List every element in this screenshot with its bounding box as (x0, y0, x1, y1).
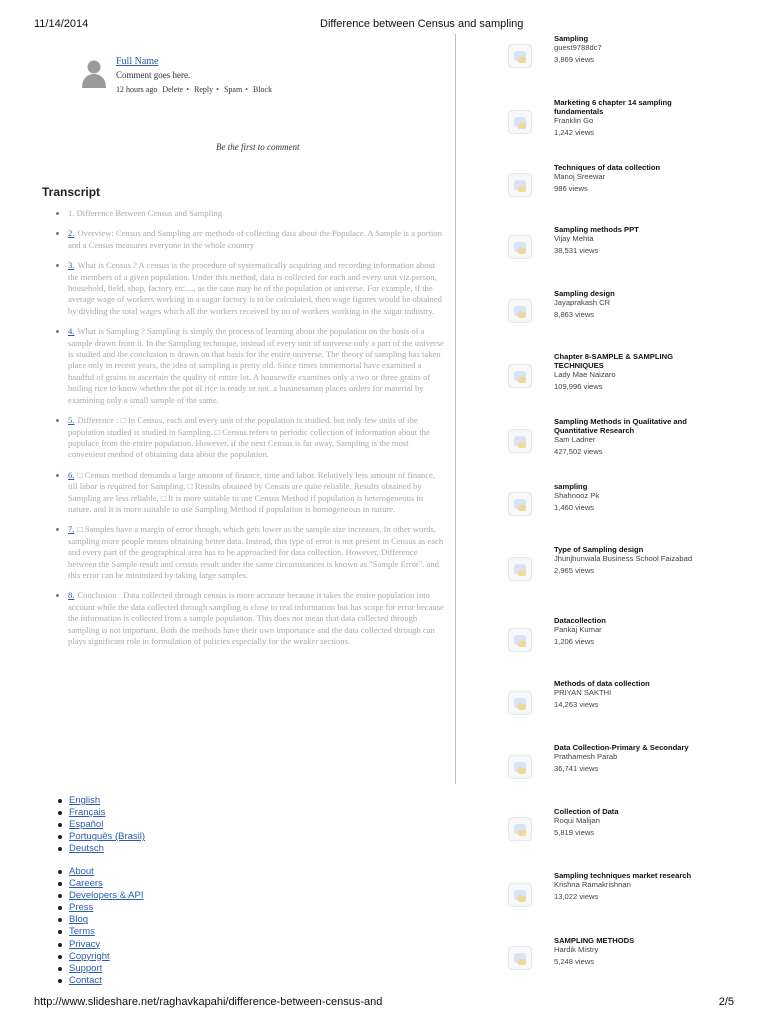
transcript-item (54, 208, 446, 219)
be-first-to-comment: Be the first to comment (216, 142, 300, 152)
presentation-thumbnail-icon[interactable] (508, 44, 532, 68)
footer-item (58, 890, 143, 902)
language-link-english[interactable]: English (69, 795, 101, 806)
related-author: Hardik Mistry (554, 945, 599, 954)
related-title[interactable]: Marketing 6 chapter 14 sampling fundamentals (554, 98, 672, 116)
presentation-thumbnail-icon[interactable] (508, 299, 532, 323)
language-link-portugues[interactable]: Português (Brasil) (69, 831, 146, 843)
related-author: Krishna Ramakrishnan (554, 880, 631, 889)
related-title[interactable]: sampling (554, 482, 588, 491)
language-item (58, 831, 145, 843)
related-title[interactable]: Data Collection-Primary & Secondary (554, 743, 689, 752)
comment-body: Comment goes here. (116, 70, 191, 80)
language-item (58, 795, 145, 807)
footer-link-blog[interactable]: Blog (69, 914, 89, 926)
related-author: Jayaprakash CR (554, 298, 611, 307)
transcript-item (54, 326, 446, 406)
presentation-thumbnail-icon[interactable] (508, 110, 532, 134)
transcript-item (54, 415, 446, 461)
footer-link-privacy[interactable]: Privacy (69, 938, 101, 950)
transcript-item-text: What is Census ? A census is the procedure of systematically acquiring and recording information about the members of a given population. Under this method, data is collected for each and every unit viz.person, household, field, shop, factory etc...., as the case may be of the population or universe. For example, if the average wage of workers working in a sugar factory is to be calculated, then wage figures would be obtained by dividing the total wages which all the workers received by no of workers working in the sugar industry. (68, 260, 442, 316)
related-title[interactable]: Collection of Data (554, 807, 619, 816)
print-document-title: Difference between Census and sampling (320, 18, 524, 30)
transcript-heading: Transcript (42, 185, 101, 199)
related-views: 3,869 views (554, 54, 595, 64)
related-author: Shahnooz Pk (554, 491, 600, 500)
related-author: Sam Ladner (554, 435, 596, 444)
related-views: 1,460 views (554, 502, 595, 512)
transcript-slide-link[interactable]: 5. (68, 415, 75, 426)
related-views: 38,531 views (554, 245, 599, 255)
presentation-thumbnail-icon[interactable] (508, 946, 532, 970)
transcript-item (54, 470, 446, 516)
related-views: 14,263 views (554, 699, 599, 709)
related-views: 5,819 views (554, 827, 595, 837)
footer-item (58, 914, 143, 926)
footer-link-copyright[interactable]: Copyright (69, 950, 110, 962)
presentation-thumbnail-icon[interactable] (508, 235, 532, 259)
footer-link-careers[interactable]: Careers (69, 878, 103, 890)
related-author: Manoj Sreewar (554, 172, 606, 181)
presentation-thumbnail-icon[interactable] (508, 429, 532, 453)
footer-link-terms[interactable]: Terms (69, 926, 95, 938)
language-item (58, 819, 145, 831)
related-title[interactable]: Chapter 8-SAMPLE & SAMPLING TECHNIQUES (554, 352, 673, 370)
column-divider (455, 34, 456, 784)
language-link-espanol[interactable]: Español (69, 819, 104, 831)
related-title[interactable]: Sampling (554, 34, 589, 43)
footer-item (58, 926, 143, 938)
transcript-item (54, 590, 446, 647)
related-views: 986 views (554, 183, 588, 193)
presentation-thumbnail-icon[interactable] (508, 755, 532, 779)
language-item (58, 807, 145, 819)
related-views: 8,863 views (554, 309, 595, 319)
related-author: Roqui Malijan (554, 816, 601, 825)
footer-item (58, 951, 143, 963)
transcript-item-text: Conclusion : Data collected through census is more accurate because it takes the entire population into account while the data collected through sampling is close to real information but has scope for error because the information is collected from a sample population. This does not mean that data collected through sampling is not important. Both the methods have their own importance and the data collected through can plays significant role in formulation of policies especially for the weaker sections. (68, 590, 444, 646)
comment-reply-button[interactable]: Reply (194, 85, 214, 94)
user-silhouette-icon (80, 58, 108, 88)
related-title[interactable]: SAMPLING METHODS (554, 936, 635, 945)
presentation-thumbnail-icon[interactable] (508, 364, 532, 388)
related-author: Franklin Go (554, 116, 594, 125)
print-date: 11/14/2014 (34, 18, 89, 30)
footer-item (58, 939, 143, 951)
print-page-number: 2/5 (718, 996, 734, 1008)
footer-item (58, 878, 143, 890)
language-link-deutsch[interactable]: Deutsch (69, 843, 104, 855)
transcript-item-text: □ Samples have a margin of error though, which gets lower as the sample size increases. In other words, sampling more people means obtaining better data. Instead, this type of error is not present in Census as each and every part of the geographical area has to be approached for data collection. However, Difference between the Sample result and census result under the same circumstances is known as "Sample Error". and this error can be minimized by taking large samples. (68, 524, 444, 580)
related-views: 1,242 views (554, 127, 595, 137)
transcript-slide-link[interactable]: 2. (68, 228, 75, 239)
related-views: 1,206 views (554, 636, 595, 646)
transcript-item (54, 228, 446, 251)
footer-link-support[interactable]: Support (69, 962, 103, 974)
comment-item (80, 56, 460, 100)
transcript-slide-link[interactable]: 8. (68, 590, 75, 601)
print-header (34, 18, 734, 32)
footer-item (58, 975, 143, 987)
print-footer (34, 996, 734, 1010)
related-title[interactable]: Type of Sampling design (554, 545, 644, 554)
transcript-slide-link[interactable]: 3. (68, 260, 75, 271)
related-title[interactable]: Techniques of data collection (554, 163, 661, 172)
language-item (58, 843, 145, 855)
presentation-thumbnail-icon[interactable] (508, 883, 532, 907)
presentation-thumbnail-icon[interactable] (508, 492, 532, 516)
footer-link-list (58, 866, 143, 987)
related-views: 5,248 views (554, 956, 595, 966)
footer-item (58, 902, 143, 914)
related-views: 36,741 views (554, 763, 599, 773)
comment-delete-button[interactable]: Delete (162, 85, 184, 94)
print-url: http://www.slideshare.net/raghavkapahi/difference-between-census-and (34, 996, 383, 1008)
presentation-thumbnail-icon[interactable] (508, 817, 532, 841)
related-author: Jhunjhunwala Business School Faizabad (554, 554, 693, 563)
related-views: 2,965 views (554, 565, 595, 575)
related-title[interactable]: Sampling Methods in Qualitative and Quantitative Research (554, 417, 687, 435)
related-author: Pankaj Kumar (554, 625, 602, 634)
related-title[interactable]: Sampling methods PPT (554, 225, 639, 234)
footer-link-developers[interactable]: Developers & API (69, 890, 144, 902)
comment-block-button[interactable]: Block (252, 85, 273, 94)
presentation-thumbnail-icon[interactable] (508, 691, 532, 715)
related-author: Vijay Mehta (554, 234, 594, 243)
related-title[interactable]: Datacollection (554, 616, 606, 625)
related-views: 109,996 views (554, 381, 603, 391)
language-list (58, 795, 145, 855)
footer-link-contact[interactable]: Contact (69, 974, 102, 986)
comment-author-link[interactable]: Full Name (116, 56, 159, 67)
related-views: 427,502 views (554, 446, 603, 456)
footer-item (58, 866, 143, 878)
related-author: Prathamesh Parab (554, 752, 618, 761)
comment-time: 12 hours ago (116, 85, 158, 94)
related-title[interactable]: Methods of data collection (554, 679, 650, 688)
footer-link-about[interactable]: About (69, 866, 94, 877)
related-author: PRIYAN SAKTHI (554, 688, 612, 697)
related-title[interactable]: Sampling design (554, 289, 615, 298)
related-author: Lady Mae Naizaro (554, 370, 616, 379)
transcript-item-text: 1. Difference Between Census and Sampling (68, 208, 223, 218)
transcript-slide-link[interactable]: 7. (68, 524, 75, 535)
transcript-item (54, 524, 446, 581)
transcript-item-text: Difference : □ In Census, each and every unit of the population is studied. but only few units of the population studied is studied in Sampling. □ Census refers to periodic collection of information about the populace from the entire population. However, if the next Census is far away, Sampling is the most convenient method of obtaining data about the population. (68, 415, 430, 460)
transcript-item-text: What is Sampling ? Sampling is simply the process of learning about the population on the basis of a sample drawn from it. In the Sampling technique, instead of every unit of universe only a part of the universe is studied and the conclusion is drawn on that basis for the entire universe. The theory of sampling has taken place only in recent years, the idea of sampling is pretty old. Since times immemorial have examined a handful of grains to ascertain the quality of entire lot. A housewife examines only a two or three grains of boiling rice to know whether the pot of rice is ready or not. a businessman places orders for material by examining only a small sample of the same. (68, 326, 444, 405)
comment-spam-button[interactable]: Spam (223, 85, 243, 94)
related-author: guest9788dc7 (554, 43, 602, 52)
transcript-item-text: Overview: Census and Sampling are methods of collecting data about the Populace. A Sample is a portion and a Census measures everyone in the whole country (68, 228, 442, 250)
comment-meta: 12 hours ago Delete • Reply • Spam • Block (116, 85, 273, 94)
language-link-francais[interactable]: Français (69, 807, 106, 819)
presentation-thumbnail-icon[interactable] (508, 173, 532, 197)
presentation-thumbnail-icon[interactable] (508, 557, 532, 581)
transcript-item-text: □ Census method demands a large amount of finance, time and labor. Relatively less amount of finance, till labor is required for Sampling. □ Results obtained by Census are quite reliable. Results obtained by Sampling are less reliable. □ It is more suitable to use Census Method if population is heterogeneous in nature. and It is more suitable to use Sampling Method if population is homogeneous in nature. (68, 469, 435, 514)
transcript-slide-link[interactable]: 6. (68, 469, 75, 480)
footer-item (58, 963, 143, 975)
transcript-slide-link[interactable]: 4. (68, 326, 75, 337)
transcript-list (54, 208, 446, 656)
related-title[interactable]: Sampling techniques market research (554, 871, 692, 880)
transcript-item (54, 260, 446, 317)
footer-link-press[interactable]: Press (69, 902, 94, 914)
related-views: 13,022 views (554, 891, 599, 901)
presentation-thumbnail-icon[interactable] (508, 628, 532, 652)
